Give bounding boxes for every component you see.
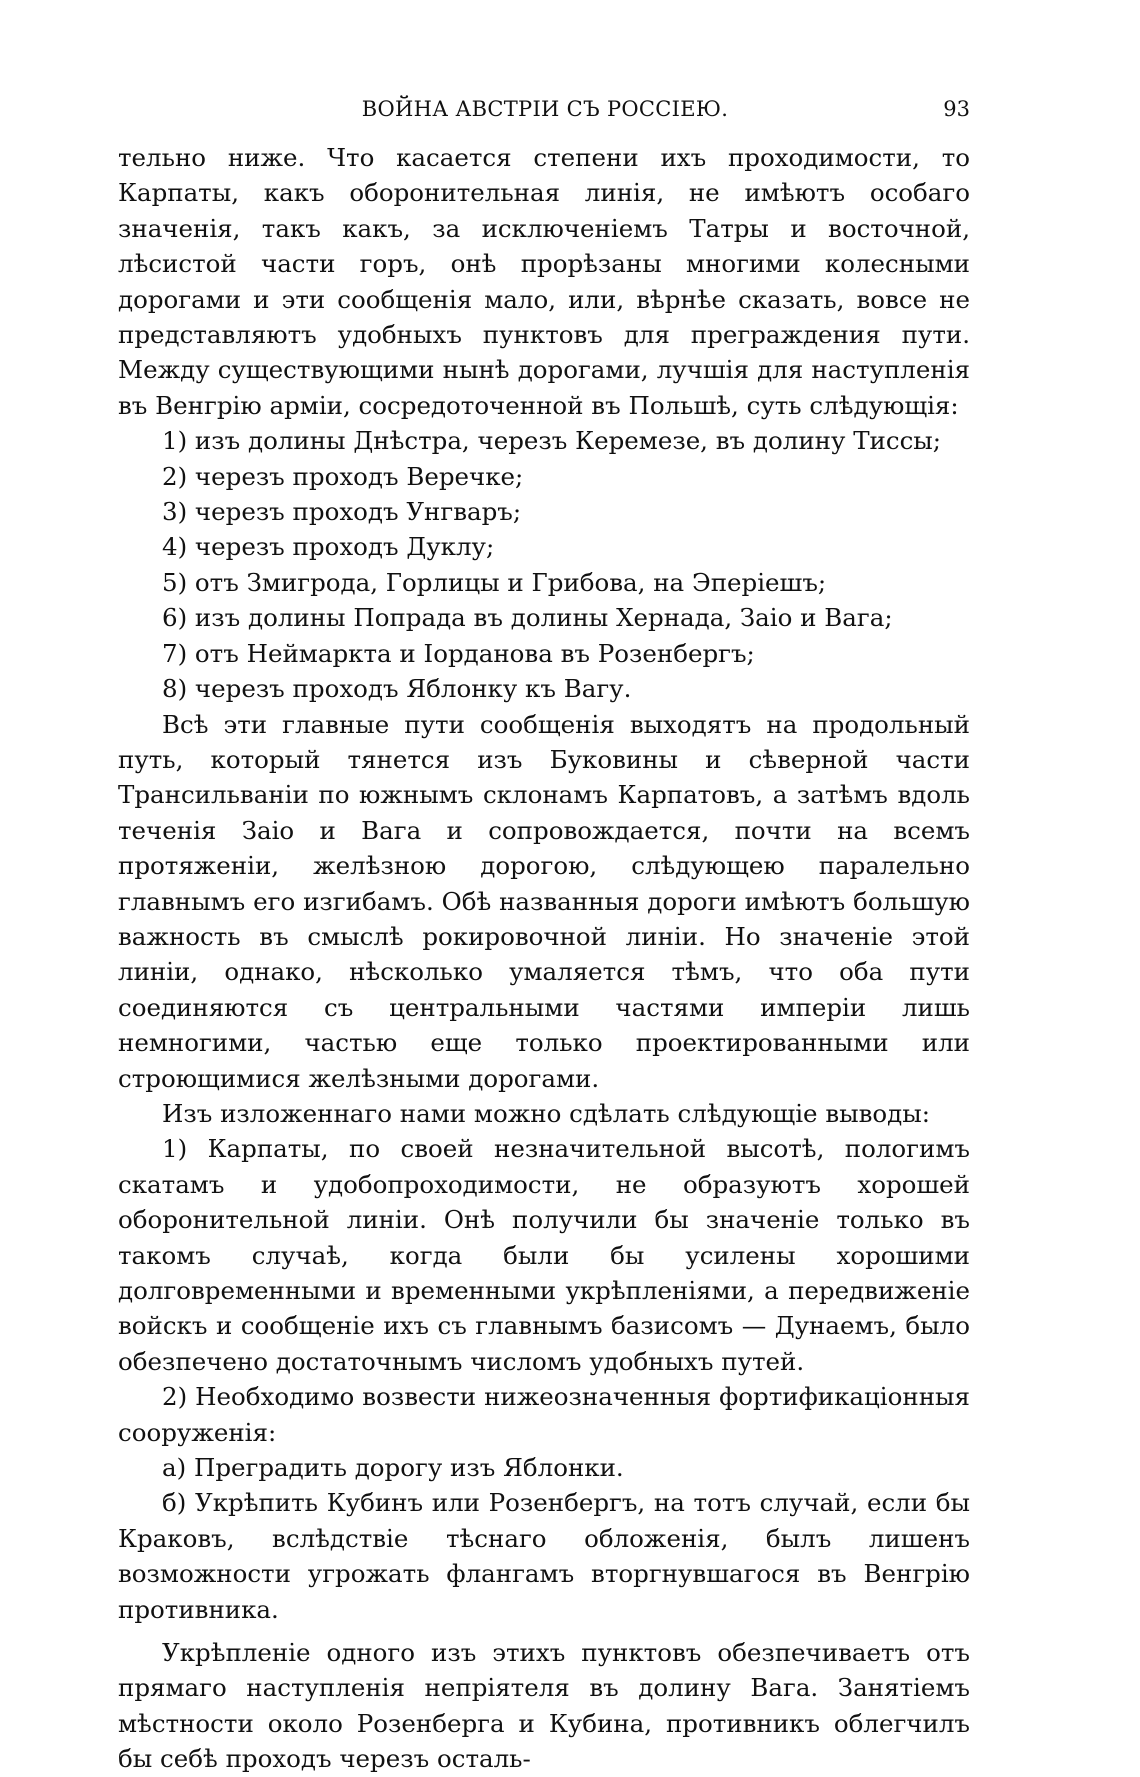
route-item: 7) отъ Неймаркта и Іорданова въ Розенбергъ; [162,638,755,668]
page-header [120,92,970,126]
route-item: 5) отъ Змигрода, Горлицы и Грибова, на Эперіешъ; [162,567,827,597]
running-title: ВОЙНА АВСТРІИ СЪ РОССІЕЮ. [361,97,729,121]
paragraph-conclusions-intro: Изъ изложеннаго нами можно сдѣлать слѣдующіе выводы: [162,1098,931,1128]
route-item: 3) черезъ проходъ Унгваръ; [162,497,522,527]
routes-list [118,423,970,706]
body-text [118,140,970,1777]
route-item: 2) черезъ проходъ Веречке; [162,461,524,491]
route-item: 6) изъ долины Попрада въ долины Хернада, Заіо и Вага; [162,603,893,633]
conclusion-item-1: 1) Карпаты, по своей незначительной высотѣ, пологимъ скатамъ и удобопроходимости, не образуютъ хорошей оборонительной линіи. Онѣ получили бы значеніе только въ такомъ случаѣ, когда были бы усилены хорошими долговременными и временными укрѣпленіями, а передвиженіе войскъ и сообщеніе ихъ съ главнымъ базисомъ — Дунаемъ, было обезпечено достаточнымъ числомъ удобныхъ путей. [118,1134,970,1376]
sub-item-a: а) Преградить дорогу изъ Яблонки. [162,1453,624,1483]
conclusion-item-2: 2) Необходимо возвести нижеозначенныя фортификаціонныя сооруженія: [118,1382,970,1447]
page-number: 93 [943,97,970,121]
paragraph-intro: тельно ниже. Что касается степени ихъ проходимости, то Карпаты, какъ оборонительная линія, не имѣютъ особаго значенія, такъ какъ, за исключеніемъ Татры и восточной, лѣсистой части горъ, онѣ прорѣзаны многими колесными дорогами и эти сообщенія мало, или, вѣрнѣе сказать, вовсе не представляютъ удобныхъ пунктовъ для преграждения пути. Между существующими нынѣ дорогами, лучшія для наступленія въ Венгрію арміи, сосредоточенной въ Польшѣ, суть слѣдующія: [118,143,970,420]
route-item: 1) изъ долины Днѣстра, черезъ Керемезе, въ долину Тиссы; [162,426,942,456]
route-item: 8) черезъ проходъ Яблонку къ Вагу. [162,674,632,704]
paragraph-routes-summary: Всѣ эти главные пути сообщенія выходятъ на продольный путь, который тянется изъ Буковины и сѣверной части Трансильваніи по южнымъ склонамъ Карпатовъ, а затѣмъ вдоль теченія Заіо и Вага и сопровождается, почти на всемъ протяженіи, желѣзною дорогою, слѣдующею паралельно главнымъ его изгибамъ. Обѣ названныя дороги имѣютъ большую важность въ смыслѣ рокировочной линіи. Но значеніе этой линіи, однако, нѣсколько умаляется тѣмъ, что оба пути соединяются съ центральными частями имперіи лишь немногими, частью еще только проектированными или строющимися желѣзными дорогами. [118,709,970,1093]
route-item: 4) черезъ проходъ Дуклу; [162,532,495,562]
sub-item-b: б) Укрѣпить Кубинъ или Розенбергъ, на тотъ случай, если бы Краковъ, вслѣдствіе тѣснаго обложенія, былъ лишенъ возможности угрожать флангамъ вторгнувшагося въ Венгрію противника. [118,1488,970,1624]
paragraph-final: Укрѣпленіе одного изъ этихъ пунктовъ обезпечиваетъ отъ прямаго наступленія непріятеля въ долину Вага. Занятіемъ мѣстности около Розенберга и Кубина, противникъ облегчилъ бы себѣ проходъ черезъ осталь- [118,1638,970,1774]
